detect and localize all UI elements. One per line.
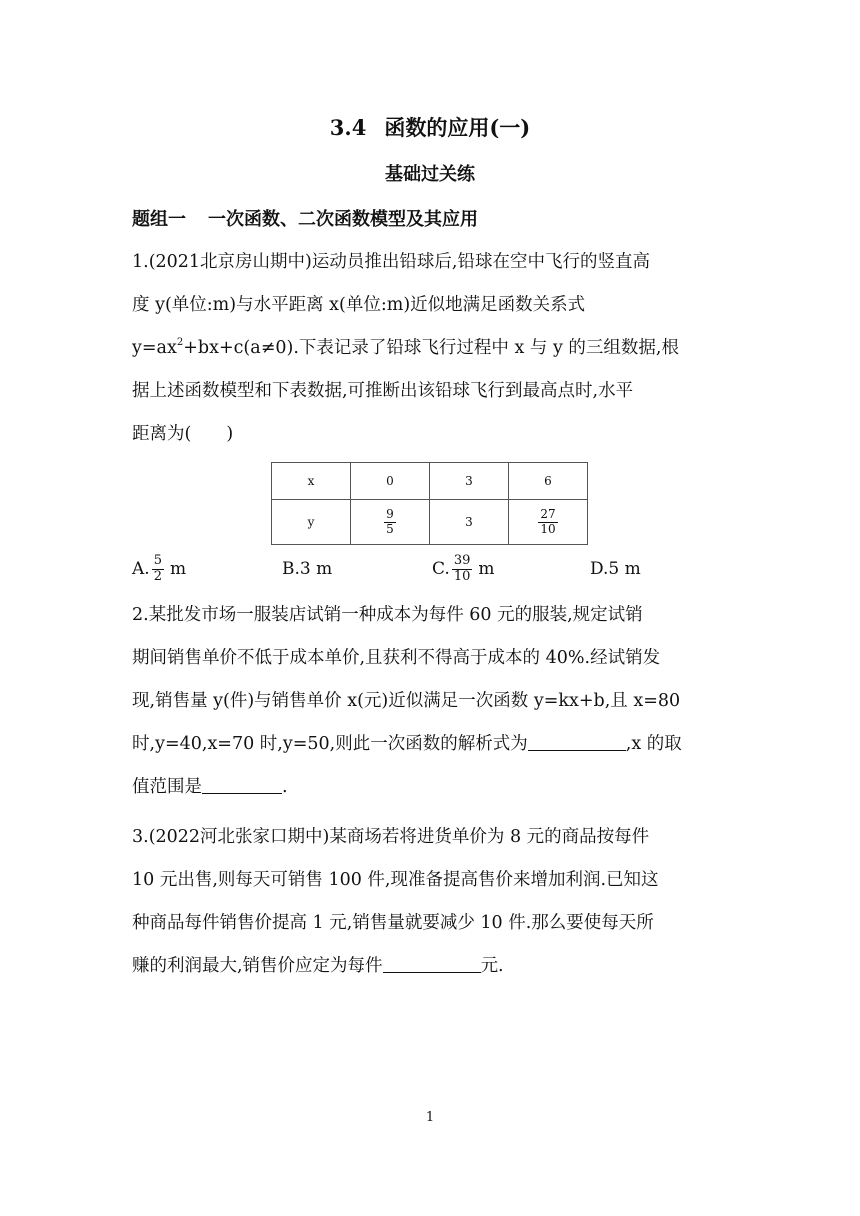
option-c: [432, 554, 494, 584]
table-header-y: y: [272, 500, 351, 545]
q2-line-2: 期间销售单价不低于成本单价,且获利不得高于成本的 40%.经试销发: [132, 648, 661, 668]
table-header-x: x: [272, 463, 351, 500]
question-1: [132, 241, 732, 456]
table-cell-x2: 3: [430, 463, 509, 500]
fraction-denominator: 2: [153, 568, 162, 584]
q1-formula-start: y=ax: [132, 338, 177, 358]
option-a: [132, 554, 186, 584]
option-c-unit: m: [478, 559, 495, 579]
answer-blank-function[interactable]: [528, 728, 626, 751]
q1-formula-rest: +bx+c(a≠0).下表记录了铅球飞行过程中 x 与 y 的三组数据,根: [183, 338, 679, 358]
fraction-numerator: 27: [540, 506, 556, 521]
q1-line-1: 1.(2021北京房山期中)运动员推出铅球后,铅球在空中飞行的竖直高: [132, 252, 650, 272]
table-cell-x3: 6: [509, 463, 588, 500]
q1-line-3: [132, 327, 732, 370]
option-a-label: A.: [132, 559, 150, 579]
q2-line-3: 现,销售量 y(件)与销售单价 x(元)近似满足一次函数 y=kx+b,且 x=80: [132, 691, 681, 711]
answer-blank-range[interactable]: [202, 771, 282, 794]
q3-line-2: 10 元出售,则每天可销售 100 件,现准备提高售价来增加利润.已知这: [132, 870, 659, 890]
table-row-x: [272, 463, 588, 500]
q3-line-4: [132, 945, 732, 988]
table-row-y: [272, 500, 588, 545]
fraction-denominator: 5: [386, 521, 394, 536]
q3-line-4-text: 赚的利润最大,销售价应定为每件: [132, 956, 383, 976]
question-3: [132, 816, 732, 988]
q3-line-1: 3.(2022河北张家口期中)某商场若将进货单价为 8 元的商品按每件: [132, 827, 650, 847]
option-a-unit: m: [169, 559, 187, 579]
q1-line-2: 度 y(单位:m)与水平距离 x(单位:m)近似地满足函数关系式: [132, 295, 586, 315]
fraction: [384, 508, 396, 537]
page-number: 1: [425, 1110, 435, 1125]
q3-line-3: 种商品每件销售价提高 1 元,销售量就要减少 10 件.那么要使每天所: [132, 913, 654, 933]
q2-line-4: [132, 723, 732, 766]
answer-blank-price[interactable]: [383, 950, 481, 973]
q1-line-5: 距离为( ): [132, 424, 234, 444]
table-cell-y3: [509, 500, 588, 545]
option-c-label: C.: [432, 559, 450, 579]
option-c-fraction: [452, 554, 473, 585]
question-2: [132, 594, 732, 809]
data-table: [271, 462, 588, 545]
table-cell-y2: 3: [430, 500, 509, 545]
option-a-fraction: [152, 554, 164, 585]
table-cell-x1: 0: [351, 463, 430, 500]
section-subtitle: 基础过关练: [385, 164, 475, 185]
group-title: 一次函数、二次函数模型及其应用: [208, 209, 478, 230]
section-title-text: 函数的应用(一): [384, 115, 531, 140]
q2-line-5-end: .: [282, 777, 288, 797]
fraction-numerator: 5: [153, 552, 162, 568]
q2-line-4-end: ,x 的取: [625, 734, 682, 754]
fraction-denominator: 10: [540, 521, 556, 536]
q1-line-4: 据上述函数模型和下表数据,可推断出该铅球飞行到最高点时,水平: [132, 381, 634, 401]
group-heading: [132, 205, 478, 231]
section-title: [0, 112, 860, 142]
fraction-numerator: 9: [386, 506, 394, 521]
fraction: [538, 508, 557, 537]
q2-line-5: [132, 766, 732, 809]
option-b: B.3 m: [282, 559, 333, 579]
q1-exponent: 2: [176, 337, 184, 348]
section-number: 3.4: [329, 115, 367, 140]
fraction-denominator: 10: [453, 568, 471, 584]
option-d: D.5 m: [590, 559, 641, 579]
q2-line-1: 2.某批发市场一服装店试销一种成本为每件 60 元的服装,规定试销: [132, 605, 643, 625]
q2-line-5-text: 值范围是: [132, 777, 202, 797]
fraction-numerator: 39: [453, 552, 471, 568]
table-cell-y1: [351, 500, 430, 545]
q2-line-4-text: 时,y=40,x=70 时,y=50,则此一次函数的解析式为: [132, 734, 528, 754]
q3-line-4-end: 元.: [480, 956, 504, 976]
group-label: 题组一: [132, 209, 186, 230]
